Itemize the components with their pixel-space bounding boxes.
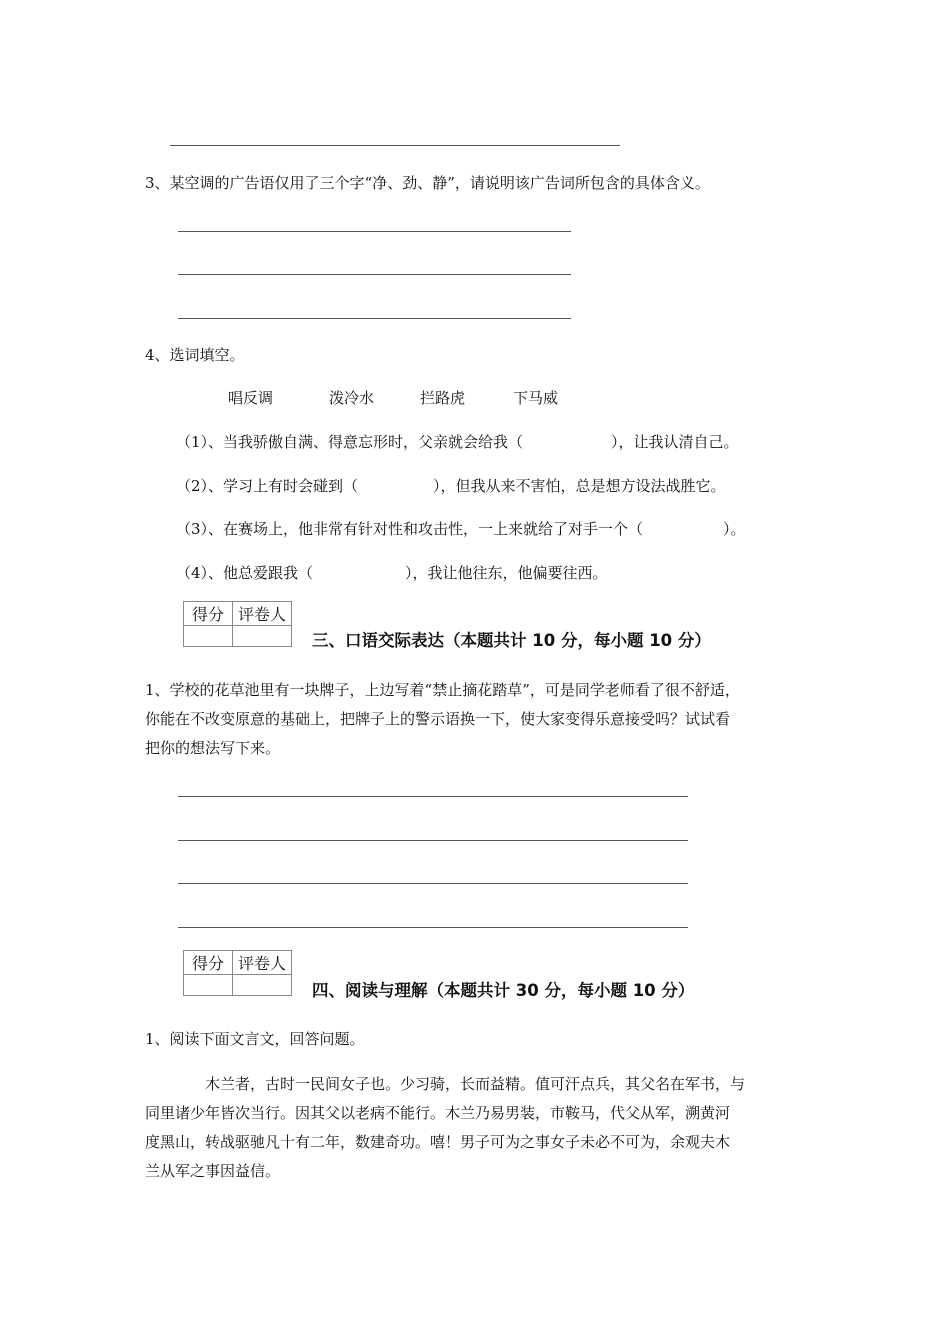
fill-item-text: ）。 — [723, 520, 746, 538]
answer-line — [178, 231, 571, 232]
q1-line: 把你的想法写下来。 — [145, 739, 281, 757]
answer-line — [178, 796, 688, 797]
fill-item-text: （4）、他总爱跟我（ — [176, 564, 314, 582]
q3-prompt: 3、某空调的广告语仅用了三个字“净、劲、静”，请说明该广告词所包含的具体含义。 — [145, 174, 710, 192]
score-label: 得分 — [184, 951, 233, 975]
q1-line: 你能在不改变原意的基础上，把牌子上的警示语换一下，使大家变得乐意接受吗？试试看 — [145, 710, 731, 728]
classical-passage — [145, 1070, 825, 1186]
fill-item-2 — [176, 475, 726, 496]
answer-line — [178, 274, 571, 275]
answer-line — [178, 927, 688, 928]
answer-line — [178, 840, 688, 841]
score-table — [183, 601, 292, 647]
score-cell[interactable] — [184, 626, 233, 647]
word-option: 唱反调 — [228, 389, 274, 407]
fill-item-3 — [176, 518, 746, 539]
fill-item-1 — [176, 431, 739, 452]
score-label: 得分 — [184, 602, 233, 626]
fill-item-4 — [176, 562, 608, 583]
word-option: 泼冷水 — [329, 389, 375, 407]
fill-item-text: （1）、当我骄傲自满、得意忘形时，父亲就会给我（ — [176, 433, 524, 451]
word-option: 下马威 — [513, 389, 559, 407]
grader-label: 评卷人 — [233, 951, 292, 975]
passage-line: 同里诸少年皆次当行。因其父以老病不能行。木兰乃易男装，市鞍马，代父从军，溯黄河 — [145, 1104, 731, 1122]
section-3-title: 三、口语交际表达（本题共计 10 分，每小题 10 分） — [312, 631, 711, 650]
section-4-q1-prompt: 1、阅读下面文言文，回答问题。 — [145, 1030, 365, 1048]
word-option: 拦路虎 — [420, 389, 466, 407]
section-4-title: 四、阅读与理解（本题共计 30 分，每小题 10 分） — [312, 981, 695, 1000]
fill-item-text: （2）、学习上有时会碰到（ — [176, 477, 359, 495]
score-table — [183, 950, 292, 996]
grader-cell[interactable] — [233, 975, 292, 996]
score-cell[interactable] — [184, 975, 233, 996]
fill-item-text: ），但我从来不害怕，总是想方设法战胜它。 — [433, 477, 726, 495]
fill-item-text: ），让我认清自己。 — [611, 433, 739, 451]
section-3-q1 — [145, 676, 825, 763]
passage-line: 度黑山，转战驱驰凡十有二年，数建奇功。嘻！男子可为之事女子未必不可为，余观夫木 — [145, 1133, 731, 1151]
answer-line — [170, 145, 620, 146]
q1-line: 1、学校的花草池里有一块牌子，上边写着“禁止摘花踏草”，可是同学老师看了很不舒适， — [145, 681, 740, 699]
fill-item-text: （3）、在赛场上，他非常有针对性和攻击性，一上来就给了对手一个（ — [176, 520, 644, 538]
passage-line: 兰从军之事因益信。 — [145, 1162, 281, 1180]
q4-prompt: 4、选词填空。 — [145, 346, 245, 364]
passage-line: 木兰者，古时一民间女子也。少习骑，长而益精。值可汗点兵，其父名在军书，与 — [205, 1075, 746, 1093]
grader-cell[interactable] — [233, 626, 292, 647]
answer-line — [178, 883, 688, 884]
answer-line — [178, 318, 571, 319]
fill-item-text: ），我让他往东，他偏要往西。 — [405, 564, 608, 582]
grader-label: 评卷人 — [233, 602, 292, 626]
